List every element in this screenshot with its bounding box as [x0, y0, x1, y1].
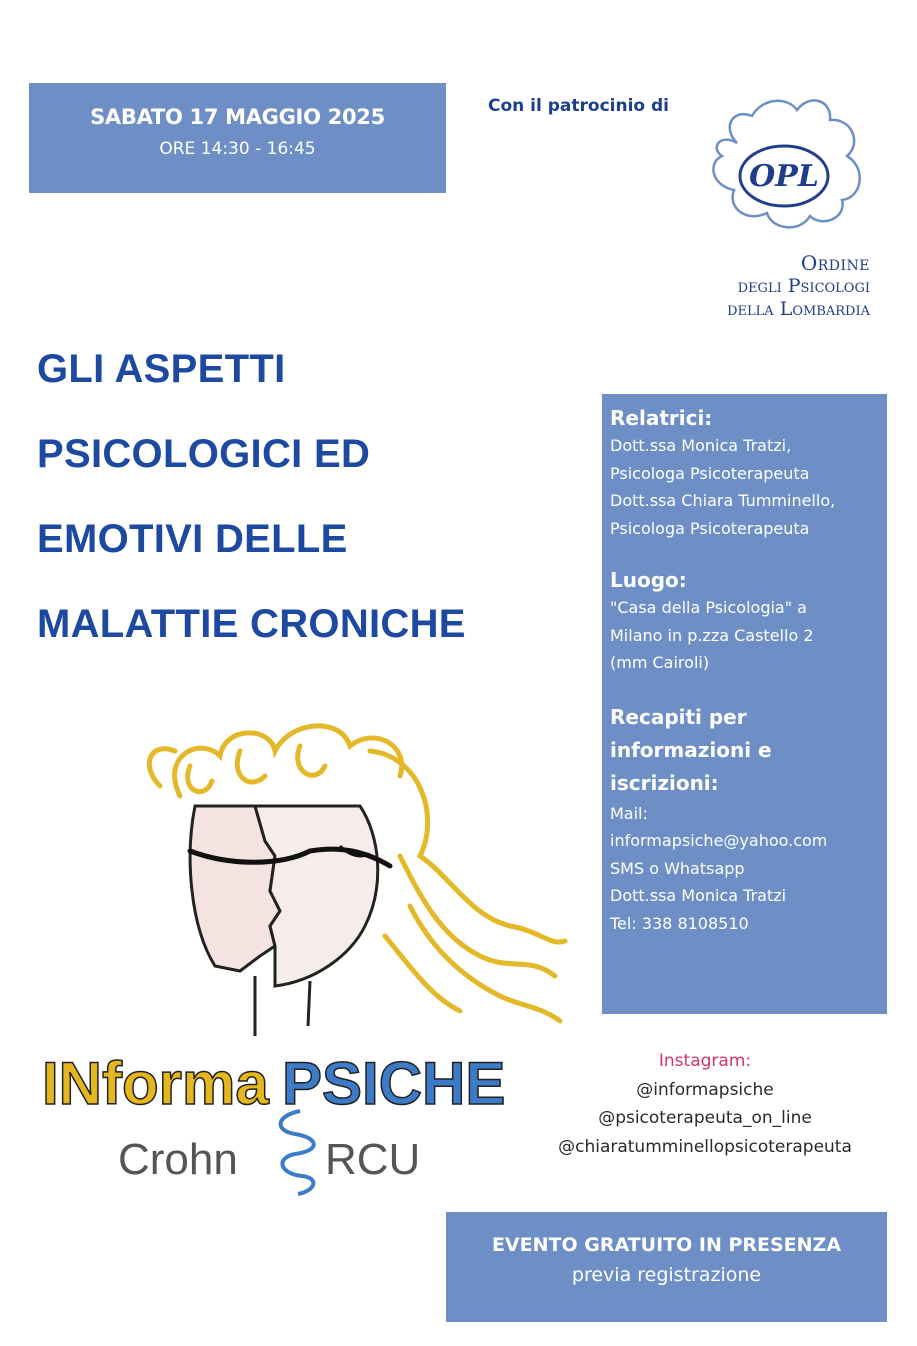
contact-line: Dott.ssa Monica Tratzi: [610, 886, 787, 905]
venue-line: (mm Cairoli): [610, 653, 710, 672]
opl-org-name: [727, 252, 870, 321]
face-right-icon: [255, 806, 378, 986]
brand-tagline-right: RCU: [325, 1135, 421, 1184]
instagram-section: [540, 1047, 870, 1161]
title-line: PSICOLOGICI ED: [37, 432, 371, 476]
speaker-line: Dott.ssa Chiara Tumminello,: [610, 491, 836, 510]
opl-logo-icon: [692, 88, 872, 233]
event-date-box: [29, 83, 446, 193]
free-event-box: [446, 1212, 887, 1322]
opl-org-line1: Ordine: [800, 251, 870, 275]
speakers-heading: Relatrici:: [610, 406, 713, 430]
contact-line: Mail:: [610, 803, 648, 823]
venue-line: "Casa della Psicologia" a: [610, 598, 807, 617]
brand-logo-part1: INforma: [42, 1050, 269, 1117]
opl-org-line2: degli Psicologi: [737, 275, 870, 297]
informapsiche-illustration: [40, 706, 570, 1196]
instagram-label: Instagram:: [658, 1051, 752, 1071]
instagram-handle[interactable]: @informapsiche: [636, 1079, 774, 1100]
title-line: MALATTIE CRONICHE: [37, 602, 466, 646]
contacts-heading: Recapiti per: [610, 704, 747, 729]
instagram-handle[interactable]: @psicoterapeuta_on_line: [598, 1108, 812, 1128]
speaker-line: Psicologa Psicoterapeuta: [610, 463, 810, 483]
brand-tagline-left: Crohn: [118, 1135, 238, 1184]
venue-line: Milano in p.zza Castello 2: [610, 625, 814, 645]
contact-line: SMS o Whatsapp: [610, 858, 745, 878]
instagram-handle[interactable]: @chiaratumminellopsicoterapeuta: [558, 1136, 852, 1157]
contact-phone[interactable]: Tel: 338 8108510: [610, 913, 749, 933]
info-box: [602, 394, 887, 1014]
opl-org-line3: della Lombardia: [727, 298, 870, 320]
title-line: GLI ASPETTI: [37, 347, 286, 391]
title-line: EMOTIVI DELLE: [37, 517, 348, 561]
contact-email[interactable]: informapsiche@yahoo.com: [610, 831, 828, 850]
intestine-icon: [281, 1111, 314, 1194]
opl-logo-initials: OPL: [749, 159, 819, 194]
venue-heading: Luogo:: [610, 568, 687, 592]
contacts-heading: iscrizioni:: [610, 770, 719, 795]
registration-note: previa registrazione: [571, 1264, 762, 1286]
brand-logo-part2: PSICHE: [282, 1050, 506, 1117]
speaker-line: Psicologa Psicoterapeuta: [610, 518, 810, 538]
page-title: [37, 327, 597, 667]
contacts-heading: informazioni e: [610, 737, 772, 762]
speaker-line: Dott.ssa Monica Tratzi,: [610, 436, 792, 455]
event-date: SABATO 17 MAGGIO 2025: [90, 105, 385, 129]
event-time: ORE 14:30 - 16:45: [159, 139, 316, 159]
patronage-label: Con il patrocinio di: [488, 96, 670, 116]
free-event-label: EVENTO GRATUITO IN PRESENZA: [491, 1234, 842, 1256]
